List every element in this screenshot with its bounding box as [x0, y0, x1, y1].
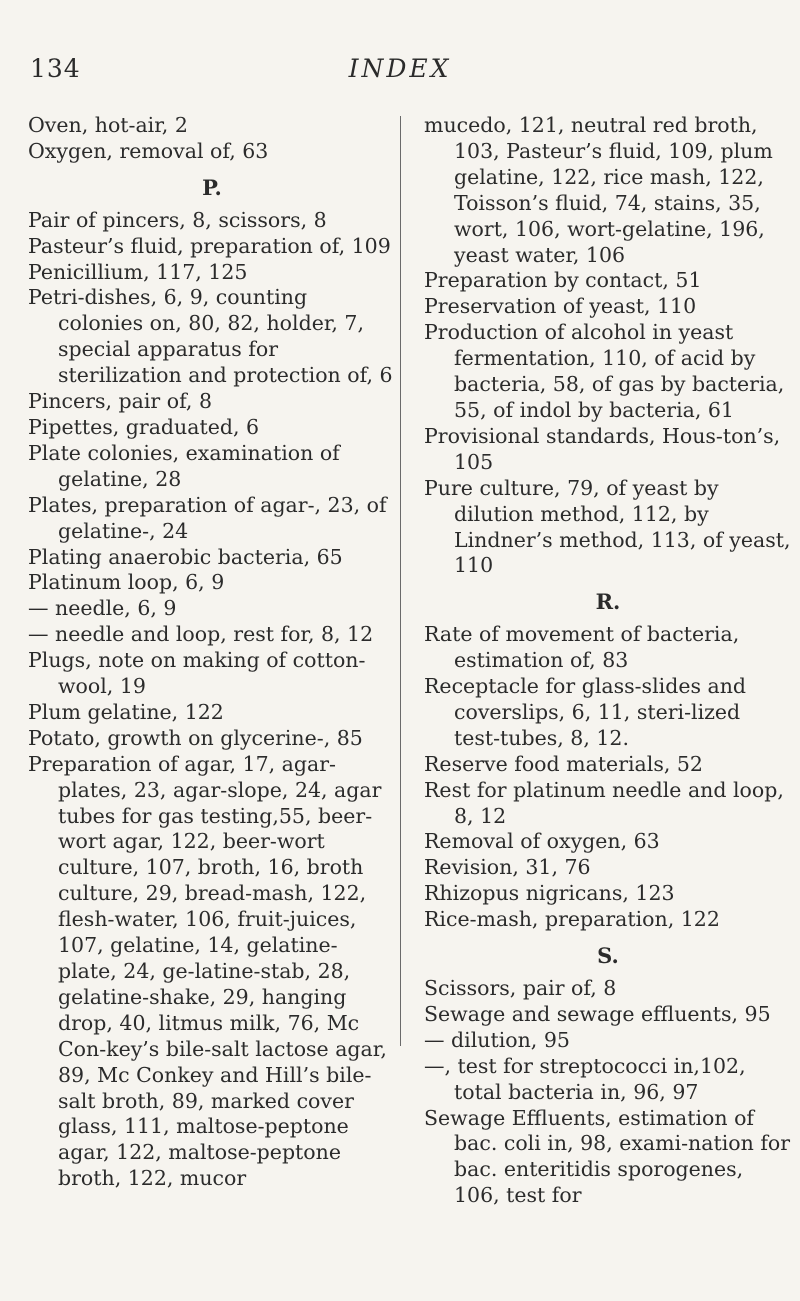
section-letter: S.: [597, 943, 619, 969]
index-entry: Rice-mash, preparation, 122: [424, 907, 720, 932]
index-entry: Preparation of agar, 17, agar-plates, 23, agar-slope, 24, agar tubes for gas testing,55, beer-wort agar, 122, beer-wort culture, 107, broth, 16, broth culture, 29, bread-mash, 122, flesh-water, 106, fruit-juices, 107, gelatine, 14, gelatine-plate, 24, ge-latine-stab, 28, gelatine-shake, 29, hanging drop, 40, litmus milk, 76, Mc Con-key’s bile-salt lactose agar, 89, Mc Conkey and Hill’s bile-salt broth, 89, marked cover glass, 111, maltose-peptone agar, 122, maltose-peptone broth, 122, mucor: [28, 751, 387, 1191]
index-entry: Oxygen, removal of, 63: [28, 138, 269, 163]
index-entry: — needle and loop, rest for, 8, 12: [28, 622, 374, 647]
index-entry: Rate of movement of bacteria, estimation of, 83: [424, 622, 740, 673]
index-entry: Plugs, note on making of cotton-wool, 19: [28, 648, 366, 699]
index-entry: Plates, preparation of agar-, 23, of gelatine-, 24: [28, 492, 387, 543]
index-entry: Preparation by contact, 51: [424, 268, 702, 293]
index-entry: Preservation of yeast, 110: [424, 294, 697, 319]
index-entry: Removal of oxygen, 63: [424, 829, 660, 854]
column-divider: [400, 116, 401, 1046]
index-entry: Provisional standards, Hous-ton’s, 105: [424, 423, 781, 474]
section-letter: R.: [595, 589, 621, 615]
index-entry: — dilution, 95: [424, 1027, 570, 1052]
section-letter: P.: [202, 174, 222, 200]
index-entry: Reserve food materials, 52: [424, 751, 703, 776]
index-entry: Plum gelatine, 122: [28, 699, 224, 724]
index-entry: Rest for platinum needle and loop, 8, 12: [424, 777, 784, 828]
index-entry: — needle, 6, 9: [28, 596, 177, 621]
index-entry: Oven, hot-air, 2: [28, 113, 188, 137]
index-entry: Sewage Effluents, estimation of bac. coli in, 98, exami-nation for bac. enteritidis sporogenes, 106, test for: [424, 1105, 791, 1208]
index-entry: Pasteur’s fluid, preparation of, 109: [28, 233, 391, 258]
index-column-left: [28, 113, 396, 1192]
index-entry: Plating anaerobic bacteria, 65: [28, 544, 343, 569]
index-entry: Sewage and sewage effluents, 95: [424, 1001, 771, 1026]
index-entry: Pure culture, 79, of yeast by dilution method, 112, by Lindner’s method, 113, of yeast, 110: [424, 475, 791, 578]
index-entry: Rhizopus nigricans, 123: [424, 881, 675, 906]
index-entry: Pincers, pair of, 8: [28, 389, 213, 414]
running-title: INDEX: [348, 54, 452, 83]
index-entry: Pipettes, graduated, 6: [28, 414, 260, 439]
index-entry: Pair of pincers, 8, scissors, 8: [28, 207, 327, 232]
index-entry: Revision, 31, 76: [424, 855, 591, 880]
index-entry: Receptacle for glass-slides and coverslips, 6, 11, steri-lized test-tubes, 8, 12.: [424, 674, 747, 750]
index-entry: Scissors, pair of, 8: [424, 976, 617, 1000]
page-number: 134: [30, 54, 81, 83]
index-entry: Plate colonies, examination of gelatine, 28: [28, 440, 340, 491]
index-entry: mucedo, 121, neutral red broth, 103, Pasteur’s fluid, 109, plum gelatine, 122, rice mash, 122, Toisson’s fluid, 74, stains, 35, wort, 106, wort-gelatine, 196, yeast water, 106: [424, 113, 773, 267]
index-entry: —, test for streptococci in,102, total bacteria in, 96, 97: [424, 1053, 746, 1104]
index-column-right: [424, 113, 792, 1209]
index-entry: Petri-dishes, 6, 9, counting colonies on, 80, 82, holder, 7, special apparatus for sterilization and protection of, 6: [28, 285, 393, 388]
index-entry: Platinum loop, 6, 9: [28, 570, 225, 595]
index-entry: Production of alcohol in yeast fermentation, 110, of acid by bacteria, 58, of gas by bacteria, 55, of indol by bacteria, 61: [424, 320, 785, 422]
index-entry: Potato, growth on glycerine-, 85: [28, 725, 363, 750]
index-entry: Penicillium, 117, 125: [28, 259, 248, 284]
